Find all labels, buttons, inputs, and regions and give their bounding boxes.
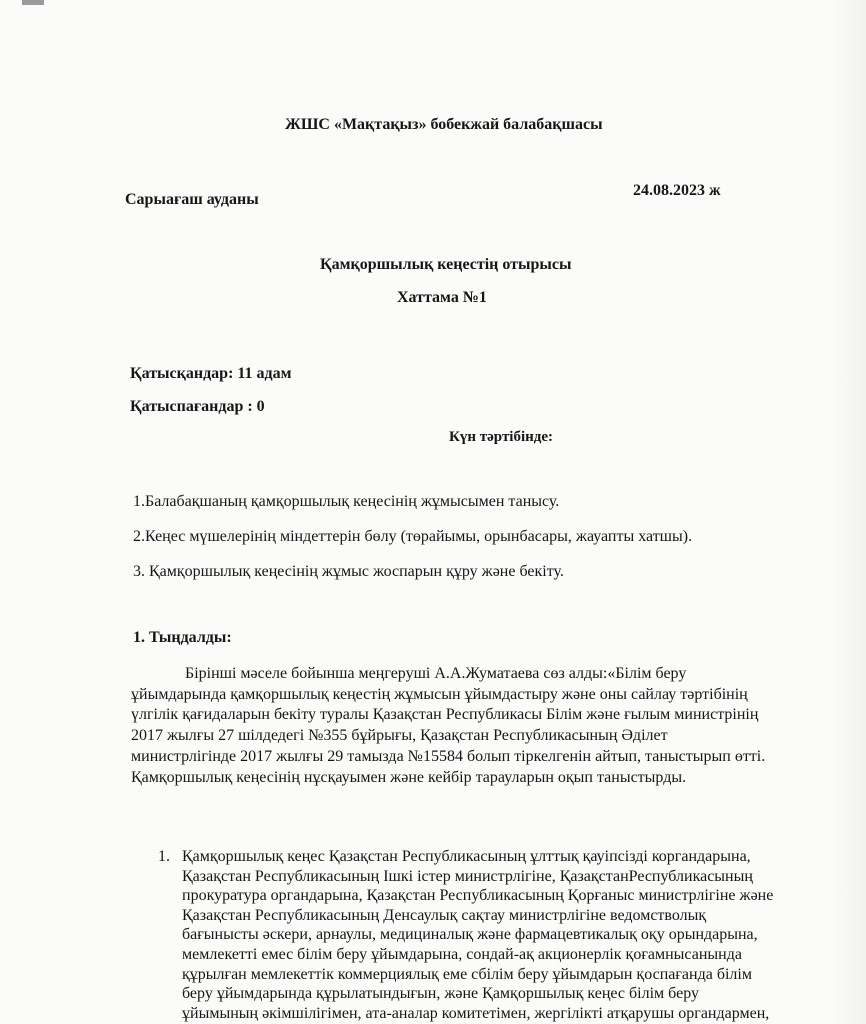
scan-edge-shadow	[832, 0, 866, 1024]
agenda-heading: Күн тәртібінде:	[449, 429, 554, 445]
agenda-item: 3. Қамқоршылық кеңесінің жұмыс жоспарын құру және бекіту.	[133, 563, 564, 580]
protocol-number: Хаттама №1	[397, 289, 487, 306]
list-item-text	[182, 847, 773, 1023]
list-line: ұйымының әкімшілігімен, ата-аналар комитетімен, жергілікті атқарушы органдармен,	[182, 1004, 770, 1022]
meeting-title: Қамқоршылық кеңестің отырысы	[320, 256, 572, 273]
organization-title: ЖШС «Мақтақыз» бобекжай балабақшасы	[285, 116, 603, 133]
attendance-absent: Қатыспағандар : 0	[130, 398, 265, 415]
paragraph-line: министрлігінде 2017 жылғы 29 тамызда №15584 болып тіркелгенін айтып, таныстырып өтті.	[131, 747, 766, 765]
document-date: 24.08.2023 ж	[633, 182, 721, 199]
paragraph-line: ұйымдарында қамқоршылық кеңестің жұмысын ұйымдастыру және оны сайлау тәртібінің	[131, 685, 748, 703]
list-number: 1.	[158, 848, 170, 865]
paragraph-line: 2017 жылғы 27 шілдедегі №355 бұйрығы, Қазақстан Республикасының Әділет	[131, 727, 668, 745]
list-line: прокуратура органдарына, Қазақстан Республикасының Қорғаныс министрлігіне және	[182, 887, 774, 905]
list-line: құрылған мемлекеттік коммерциялық еме сбілім беру ұйымдарын қоспағанда білім	[182, 965, 752, 983]
list-line: Қазақстан Республикасының Денсаулық сақтау министрлігіне ведомстволық	[182, 906, 707, 924]
agenda-item: 1.Балабақшаның қамқоршылық кеңесінің жұмысымен танысу.	[133, 493, 560, 510]
paragraph-line: Бірінші мәселе бойынша меңгеруші А.А.Жуматаева сөз алды:«Білім беру	[185, 665, 687, 682]
agenda-item: 2.Кеңес мүшелерінің міндеттерін бөлу (төрайымы, орынбасары, жауапты хатшы).	[133, 528, 693, 545]
heard-paragraph	[131, 664, 765, 788]
paragraph-line: Қамқоршылық кеңесінің нұсқауымен және кейбір тарауларын оқып таныстырды.	[131, 768, 687, 786]
list-line: бағынысты әскери, арнаулы, медициналық және фармацевтикалық оқу орындарына,	[182, 926, 758, 944]
list-line: Қазақстан Республикасының Ішкі істер министрлігіне, ҚазақстанРеспубликасының	[182, 867, 753, 885]
paragraph-line: үлгілік қағидаларын бекіту туралы Қазақстан Республикасы Білім және ғылым министрінің	[131, 706, 759, 724]
list-line: мемлекетті емес білім беру ұйымдарына, сондай-ақ акционерлік қоғамнысанында	[182, 945, 742, 963]
list-line: Қамқоршылық кеңес Қазақстан Республикасының ұлттық қауіпсізді коргандарына,	[182, 848, 751, 865]
list-line: беру ұйымдарында құрылатындығын, және Қамқоршылық кеңес білім беру	[182, 985, 699, 1003]
scan-corner-mark	[22, 0, 44, 5]
heard-heading: 1. Тыңдалды:	[133, 629, 232, 646]
attendance-present: Қатысқандар: 11 адам	[130, 365, 292, 382]
district-name: Сарыағаш ауданы	[125, 191, 259, 208]
